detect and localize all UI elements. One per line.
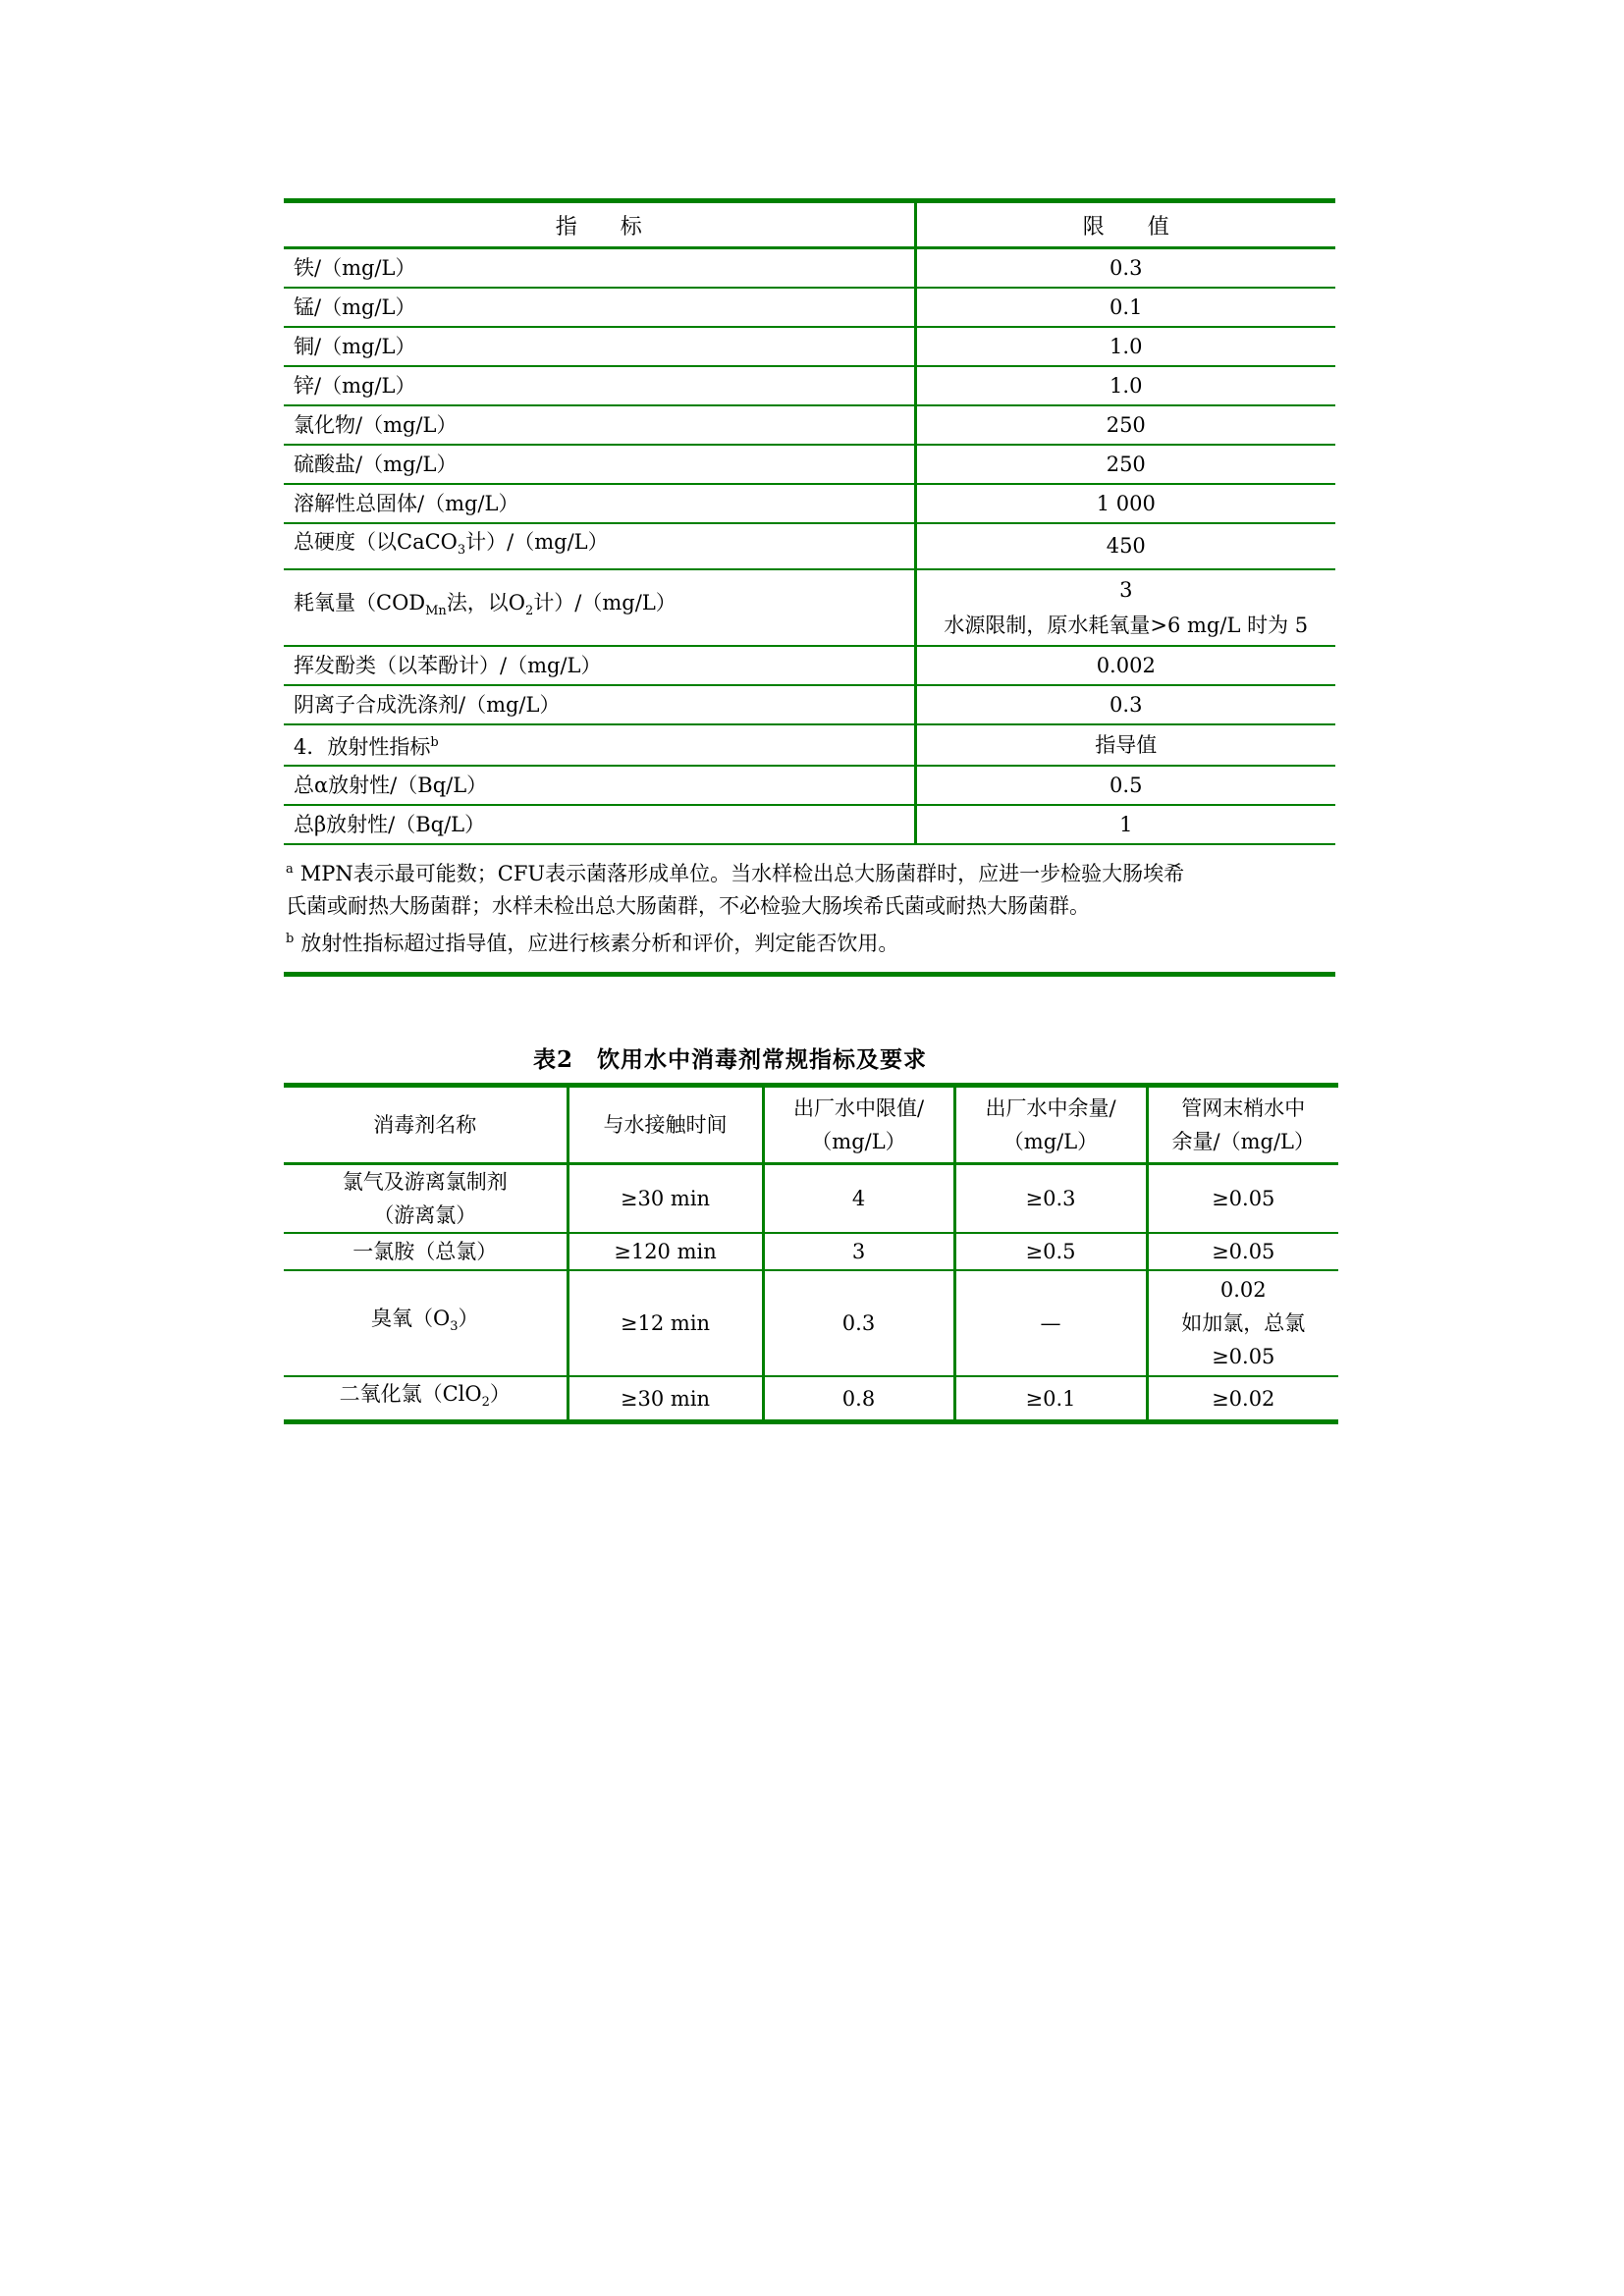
footnote-line [286,890,1333,923]
disinfectant-name-cell [284,1270,568,1376]
text-run: 氯化物/（mg/L） [294,412,458,437]
cell-line [956,1307,1146,1340]
text-run: 0.3 [1110,692,1143,717]
cell-line [1149,1182,1339,1215]
table2-header-cell [1147,1086,1338,1164]
table-row [284,523,1335,569]
text-run: 1 [1119,812,1133,836]
text-run: （游离氯） [373,1203,477,1227]
indicator-cell [284,405,915,445]
table2-header-cell [763,1086,954,1164]
table-row [284,1164,1338,1234]
cell-line [1149,1382,1339,1415]
text-run: 余量/（mg/L） [1171,1130,1315,1153]
table-cell [568,1376,763,1422]
text-run: 溶解性总固体/（mg/L） [294,491,519,515]
disinfectant-name-cell [284,1376,568,1422]
cell-line [765,1382,953,1415]
cell-line [917,648,1336,683]
superscript-text: b [430,734,439,750]
footnote-marker: a [286,861,294,877]
text-run: 450 [1106,534,1146,559]
cell-line [1149,1235,1339,1268]
table-row [284,248,1335,288]
limit-cell [915,569,1335,646]
cell-line [917,407,1336,443]
cell-line [917,486,1336,521]
text-run: ≥0.02 [1212,1386,1275,1411]
text-run: 计）/（mg/L） [533,591,677,615]
disinfectant-name-cell [284,1233,568,1270]
indicator-cell [284,523,915,569]
text-run: 铁/（mg/L） [294,255,416,280]
cell-line [284,1377,567,1419]
cell-line [765,1125,953,1158]
table-row [284,569,1335,646]
table-cell [954,1164,1147,1234]
cell-line [956,1235,1146,1268]
subscript-text: Mn [425,604,447,619]
table-cell [954,1270,1147,1376]
cell-line [917,250,1336,286]
cell-line [294,725,914,765]
limit-cell [915,248,1335,288]
table-row [284,805,1335,844]
table2-disinfectant-requirements [284,1083,1338,1424]
cell-line [917,608,1336,643]
subscript-text: 3 [457,542,466,558]
subscript-text: 2 [481,1395,490,1411]
cell-line [956,1382,1146,1415]
cell-line [917,528,1336,563]
indicator-cell [284,569,915,646]
text-run: 4 [851,1187,866,1210]
text-run: （mg/L） [1002,1130,1099,1153]
text-run: 250 [1106,412,1146,437]
cell-line [917,727,1336,763]
cell-line [1149,1273,1339,1307]
indicator-cell [284,685,915,724]
text-run: ≥0.05 [1212,1187,1275,1210]
table1-header-row [284,201,1335,248]
table-cell [568,1164,763,1234]
text-run: 硫酸盐/（mg/L） [294,452,458,476]
text-run: 指导值 [1095,732,1158,757]
text-run: 计）/（mg/L） [465,529,609,554]
cell-line [917,368,1336,403]
cell-line [284,1199,567,1232]
table-row [284,1376,1338,1422]
cell-line [569,1108,762,1142]
table-row [284,327,1335,366]
text-run: 0.8 [841,1386,876,1411]
indicator-cell [284,805,915,844]
limit-cell [915,685,1335,724]
cell-line [917,807,1336,842]
table-row [284,366,1335,405]
indicator-cell [284,724,915,766]
table1-footnotes-row [284,844,1335,975]
table-cell [763,1164,954,1234]
cell-line [569,1382,762,1415]
table-cell [1147,1270,1338,1376]
indicator-cell [284,366,915,405]
disinfectant-name-cell [284,1164,568,1234]
footnotes-cell [284,844,1335,975]
limit-cell [915,288,1335,327]
table-row [284,484,1335,523]
text-run: ） [489,1382,511,1406]
text-run: ≥12 min [620,1311,711,1335]
table-cell [1147,1376,1338,1422]
text-run: 4．放射性指标 [294,734,431,759]
text-run: 法，以O [446,591,526,615]
indicator-cell [284,288,915,327]
table1-header-limit: 限 值 [915,201,1335,248]
cell-line [917,329,1336,364]
cell-line [917,290,1336,325]
cell-line [284,1302,567,1344]
indicator-cell [284,327,915,366]
text-run: 臭氧（O [371,1307,451,1331]
text-run: 0.002 [1096,653,1156,677]
text-run: ≥30 min [620,1187,711,1210]
indicator-cell [284,445,915,484]
table-row [284,1270,1338,1376]
limit-cell [915,327,1335,366]
text-run: ≥0.3 [1025,1187,1076,1210]
table2-header-cell [568,1086,763,1164]
cell-line [294,648,914,683]
footnote-text: 氏菌或耐热大肠菌群；水样未检出总大肠菌群，不必检验大肠埃希氏菌或耐热大肠菌群。 [286,893,1090,918]
cell-line [294,807,914,842]
text-run: 0.3 [841,1311,876,1335]
cell-line [294,524,914,568]
limit-cell [915,484,1335,523]
table-cell [954,1233,1147,1270]
cell-line [765,1235,953,1268]
text-run: 一氯胺（总氯） [352,1240,498,1263]
limit-cell [915,805,1335,844]
table2-header-row [284,1086,1338,1164]
table-cell [568,1233,763,1270]
limit-cell [915,724,1335,766]
table-row [284,405,1335,445]
text-run: 锌/（mg/L） [294,373,416,398]
cell-line [765,1092,953,1125]
cell-line [956,1125,1146,1158]
limit-cell [915,523,1335,569]
table-cell [1147,1164,1338,1234]
footnote-line [286,853,1333,890]
cell-line [294,768,914,803]
cell-line [284,1235,567,1268]
text-run: 氯气及游离氯制剂 [342,1170,508,1194]
text-run: ） [458,1307,479,1331]
text-run: 总α放射性/（Bq/L） [294,773,488,797]
cell-line [294,407,914,443]
text-run: 0.02 [1219,1278,1267,1302]
cell-line [956,1182,1146,1215]
text-run: ≥30 min [620,1386,711,1411]
text-run: ≥120 min [614,1240,717,1263]
text-run: 阴离子合成洗涤剂/（mg/L） [294,692,561,717]
footnote-text: MPN表示最可能数；CFU表示菌落形成单位。当水样检出总大肠菌群时，应进一步检验大肠埃希 [299,861,1185,885]
cell-line [1149,1340,1339,1373]
text-run: 耗氧量（COD [294,591,426,615]
table-cell [763,1270,954,1376]
table-cell [1147,1233,1338,1270]
indicator-cell [284,484,915,523]
cell-line [294,447,914,482]
table-row [284,445,1335,484]
text-run: 消毒剂名称 [373,1113,477,1137]
cell-line [1149,1092,1339,1125]
text-run: 管网末梢水中 [1181,1096,1306,1120]
table1-water-quality-indicators [284,198,1335,977]
cell-line [917,572,1336,608]
cell-line [284,1165,567,1199]
text-run: ≥0.05 [1212,1345,1275,1368]
table-cell [568,1270,763,1376]
table2-header-cell [954,1086,1147,1164]
footnote-marker: b [286,931,295,946]
text-run: 挥发酚类（以苯酚计）/（mg/L） [294,653,602,677]
cell-line [1149,1307,1339,1340]
text-run: 3 [1119,577,1133,602]
table-cell [763,1233,954,1270]
table-row [284,766,1335,805]
cell-line [294,486,914,521]
cell-line [294,250,914,286]
subscript-text: 3 [450,1319,459,1335]
text-run: 总硬度（以CaCO [294,529,458,554]
table-row [284,685,1335,724]
indicator-cell [284,646,915,685]
text-run: ≥0.5 [1025,1240,1076,1263]
text-run: 出厂水中余量/ [985,1096,1116,1120]
table-row [284,646,1335,685]
text-run: 1 000 [1096,491,1156,515]
table-row [284,724,1335,766]
text-run: 二氧化氯（ClO [339,1382,482,1406]
limit-cell [915,366,1335,405]
cell-line [294,368,914,403]
limit-cell [915,646,1335,685]
table2-header-cell [284,1086,568,1164]
text-run: 水源限制，原水耗氧量>6 mg/L 时为 5 [944,613,1309,637]
table-row [284,1233,1338,1270]
cell-line [917,687,1336,722]
text-run: 铜/（mg/L） [294,334,416,358]
cell-line [765,1307,953,1340]
table1-header-indicator: 指 标 [284,201,915,248]
cell-line [569,1235,762,1268]
cell-line [294,585,914,629]
subscript-text: 2 [525,604,534,619]
indicator-cell [284,766,915,805]
text-run: 3 [851,1240,866,1263]
cell-line [294,687,914,722]
table-row [284,288,1335,327]
text-run: 0.1 [1110,294,1143,319]
text-run: （mg/L） [811,1130,906,1153]
table-cell [954,1376,1147,1422]
limit-cell [915,766,1335,805]
cell-line [917,768,1336,803]
text-run: ≥0.05 [1212,1240,1275,1263]
table-cell [763,1376,954,1422]
text-run: 如加氯，总氯 [1181,1311,1306,1335]
limit-cell [915,405,1335,445]
limit-cell [915,445,1335,484]
cell-line [569,1182,762,1215]
text-run: 与水接触时间 [603,1113,728,1137]
footnote-line [286,923,1333,960]
indicator-cell [284,248,915,288]
text-run: ≥0.1 [1025,1386,1076,1411]
table2-title: 表2 饮用水中消毒剂常规指标及要求 [533,1046,928,1073]
text-run: 出厂水中限值/ [792,1096,925,1120]
footnote-text: 放射性指标超过指导值，应进行核素分析和评价，判定能否饮用。 [300,931,899,955]
text-run: 250 [1106,452,1146,476]
text-run: 锰/（mg/L） [294,294,416,319]
cell-line [917,447,1336,482]
text-run: 0.5 [1110,773,1143,797]
cell-line [765,1182,953,1215]
cell-line [294,290,914,325]
text-run: 1.0 [1110,334,1143,358]
cell-line [294,329,914,364]
text-run: 1.0 [1110,373,1143,398]
cell-line [284,1108,567,1142]
cell-line [569,1307,762,1340]
text-run: — [1040,1311,1061,1335]
cell-line [956,1092,1146,1125]
text-run: 0.3 [1110,255,1143,280]
text-run: 总β放射性/（Bq/L） [294,812,486,836]
cell-line [1149,1125,1339,1158]
